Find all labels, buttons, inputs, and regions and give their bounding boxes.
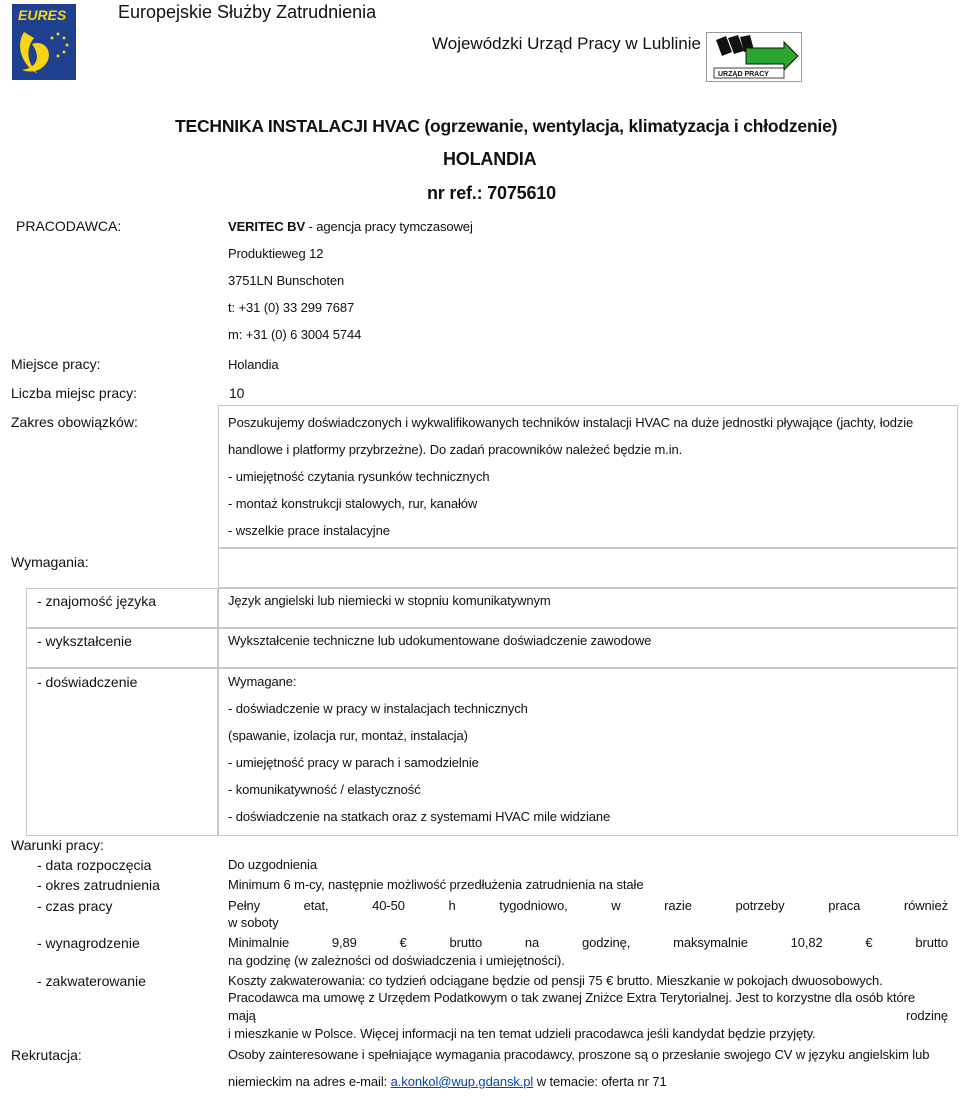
recruitment-line1: Osoby zainteresowane i spełniające wymagania pracodawcy, proszone są o przesłanie swojego CV w języku angielskim lub: [228, 1047, 930, 1062]
start-value: Do uzgodnienia: [228, 857, 317, 872]
employer-phone: t: +31 (0) 33 299 7687: [228, 300, 355, 315]
workplace-value: Holandia: [228, 357, 279, 372]
hours-label: - czas pracy: [37, 898, 113, 914]
housing-label: - zakwaterowanie: [37, 973, 146, 989]
recruitment-suffix: w temacie: oferta nr 71: [533, 1074, 667, 1089]
housing-line2: Pracodawca ma umowę z Urzędem Podatkowym o tak zwanej Zniżce Extra Terytorialnej. Jest to korzystne dla osób które: [228, 990, 916, 1005]
hours-line2: w soboty: [228, 915, 279, 930]
education-label: - wykształcenie: [37, 633, 132, 649]
housing-line1: Koszty zakwaterowania: co tydzień odciągane będzie od pensji 75 € brutto. Mieszkanie w pokojach dwuosobowych.: [228, 973, 883, 988]
duties-item: - umiejętność czytania rysunków technicznych: [228, 469, 490, 484]
employer-type: - agencja pracy tymczasowej: [305, 219, 473, 234]
offer-country: HOLANDIA: [443, 149, 537, 169]
salary-line2: na godzinę (w zależności od doświadczenia i umiejętności).: [228, 953, 565, 968]
recruitment-prefix: niemieckim na adres e-mail:: [228, 1074, 391, 1089]
requirements-empty-box: [218, 548, 958, 588]
period-label: - okres zatrudnienia: [37, 877, 160, 893]
hours-line1: Pełny etat, 40-50 h tygodniowo, w razie potrzeby praca również: [228, 898, 948, 913]
salary-label: - wynagrodzenie: [37, 935, 140, 951]
recruitment-label: Rekrutacja:: [11, 1047, 82, 1063]
employer-mobile: m: +31 (0) 6 3004 5744: [228, 327, 362, 342]
experience-line: - komunikatywność / elastyczność: [228, 782, 421, 797]
language-value: Język angielski lub niemiecki w stopniu komunikatywnym: [228, 593, 551, 608]
experience-line: - doświadczenie w pracy w instalacjach technicznych: [228, 701, 528, 716]
duties-intro-line2: handlowe i platformy przybrzeżne). Do zadań pracowników należeć będzie m.in.: [228, 442, 683, 457]
salary-line1: Minimalnie 9,89 € brutto na godzinę, maksymalnie 10,82 € brutto: [228, 935, 948, 950]
offer-title: TECHNIKA INSTALACJI HVAC (ogrzewanie, wentylacja, klimatyzacja i chłodzenie): [175, 116, 838, 136]
employer-name: [228, 219, 473, 234]
employer-label: PRACODAWCA:: [16, 218, 122, 234]
language-label: - znajomość języka: [37, 593, 157, 609]
office-name: Wojewódzki Urząd Pracy w Lublinie: [432, 34, 701, 53]
period-value: Minimum 6 m-cy, następnie możliwość przedłużenia zatrudnienia na stałe: [228, 877, 644, 892]
conditions-label: Warunki pracy:: [11, 837, 104, 853]
urzad-pracy-logo: [706, 32, 802, 82]
experience-label-box: [26, 668, 218, 836]
recruitment-line2: [228, 1074, 667, 1089]
duties-item: - wszelkie prace instalacyjne: [228, 523, 390, 538]
workplace-label: Miejsce pracy:: [11, 356, 101, 372]
housing-line4: i mieszkanie w Polsce. Więcej informacji na ten temat udzieli pracodawca jeśli kandydat będzie przyjęty.: [228, 1026, 816, 1041]
housing-line3: mają rodzinę: [228, 1008, 948, 1023]
employer-city: 3751LN Bunschoten: [228, 273, 345, 288]
positions-label: Liczba miejsc pracy:: [11, 385, 138, 401]
email-link[interactable]: a.konkol@wup.gdansk.pl: [390, 1074, 534, 1089]
svg-text:EURES: EURES: [18, 7, 67, 23]
experience-line: - doświadczenie na statkach oraz z systemami HVAC mile widziane: [228, 809, 611, 824]
experience-line: (spawanie, izolacja rur, montaż, instalacja): [228, 728, 468, 743]
requirements-label: Wymagania:: [11, 554, 89, 570]
experience-line: - umiejętność pracy w parach i samodzielnie: [228, 755, 479, 770]
duties-label: Zakres obowiązków:: [11, 414, 138, 430]
education-value: Wykształcenie techniczne lub udokumentowane doświadczenie zawodowe: [228, 633, 652, 648]
positions-value: 10: [229, 385, 245, 401]
eures-logo: [12, 4, 76, 80]
duties-item: - montaż konstrukcji stalowych, rur, kanałów: [228, 496, 478, 511]
employer-company: VERITEC BV: [228, 219, 306, 234]
org-name: Europejskie Służby Zatrudnienia: [118, 2, 377, 22]
start-label: - data rozpoczęcia: [37, 857, 152, 873]
employer-street: Produktieweg 12: [228, 246, 324, 261]
duties-intro-line1: Poszukujemy doświadczonych i wykwalifikowanych techników instalacji HVAC na duże jednostki pływające (jachty, łodzie: [228, 415, 914, 430]
experience-line: Wymagane:: [228, 674, 297, 689]
svg-text:URZĄD PRACY: URZĄD PRACY: [718, 71, 769, 78]
experience-label: - doświadczenie: [37, 674, 138, 690]
offer-ref: nr ref.: 7075610: [427, 183, 556, 203]
